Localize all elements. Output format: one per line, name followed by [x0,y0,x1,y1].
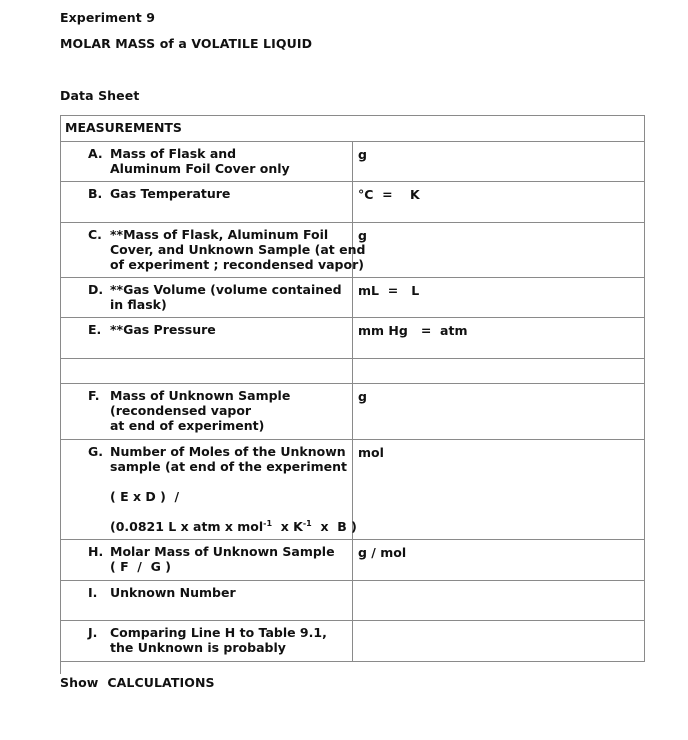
row-unit: g [358,389,367,404]
row-unit: g [358,228,367,243]
formula-denominator [61,504,357,534]
row-letter: E. [88,322,102,337]
table-row [61,621,645,662]
table-row [61,223,645,278]
table-row [61,318,645,359]
row-unit: mL = L [358,283,420,298]
exponent: -1 [302,518,312,528]
margin-line [60,662,61,674]
show-calculations-label: Show CALCULATIONS [60,675,215,690]
row-letter: A. [88,146,103,161]
measurements-table [60,115,645,662]
row-letter: C. [88,227,102,242]
table-heading: MEASUREMENTS [65,120,182,135]
table-header-row [61,116,645,142]
row-label: **Mass of Flask, Aluminum Foil Cover, and Unknown Sample (at end of experiment ; recondensed vapor) [110,227,366,272]
row-label: Molar Mass of Unknown Sample ( F / G ) [110,544,335,574]
row-unit: mol [358,445,384,460]
row-label: Number of Moles of the Unknown sample (at end of the experiment [110,444,347,474]
row-label: Unknown Number [110,585,236,600]
row-letter: G. [88,444,104,459]
formula-numerator: ( E x D ) / [110,489,180,504]
table-row [61,581,645,621]
row-label: **Gas Pressure [110,322,216,337]
section-title: Data Sheet [60,88,140,103]
table-row [61,278,645,318]
page-title: MOLAR MASS of a VOLATILE LIQUID [60,36,313,51]
row-label: **Gas Volume (volume contained in flask) [110,282,342,312]
row-letter: I. [88,585,98,600]
row-letter: F. [88,388,100,403]
row-label: Gas Temperature [110,186,231,201]
row-letter: D. [88,282,104,297]
row-unit: g / mol [358,545,407,560]
formula-part: (0.0821 L x atm x mol [110,519,264,534]
row-unit: g [358,147,367,162]
row-label: Mass of Flask and Aluminum Foil Cover only [110,146,290,176]
row-letter: H. [88,544,104,559]
table-row [61,182,645,223]
table-row [61,384,645,440]
row-label: Comparing Line H to Table 9.1, the Unknown is probably [110,625,327,655]
table-spacer-row [61,359,645,384]
row-unit [353,581,644,586]
table-row [61,142,645,182]
row-letter: B. [88,186,103,201]
table-row [61,440,645,540]
row-unit [353,621,644,626]
formula-part: x K [272,519,303,534]
experiment-number: Experiment 9 [60,10,156,25]
exponent: -1 [263,518,273,528]
row-unit: °C = K [358,187,420,202]
row-label: Mass of Unknown Sample (recondensed vapor at end of experiment) [110,388,291,433]
row-letter: J. [88,625,98,640]
row-unit: mm Hg = atm [358,323,468,338]
table-row [61,540,645,581]
formula-part: x B ) [311,519,357,534]
